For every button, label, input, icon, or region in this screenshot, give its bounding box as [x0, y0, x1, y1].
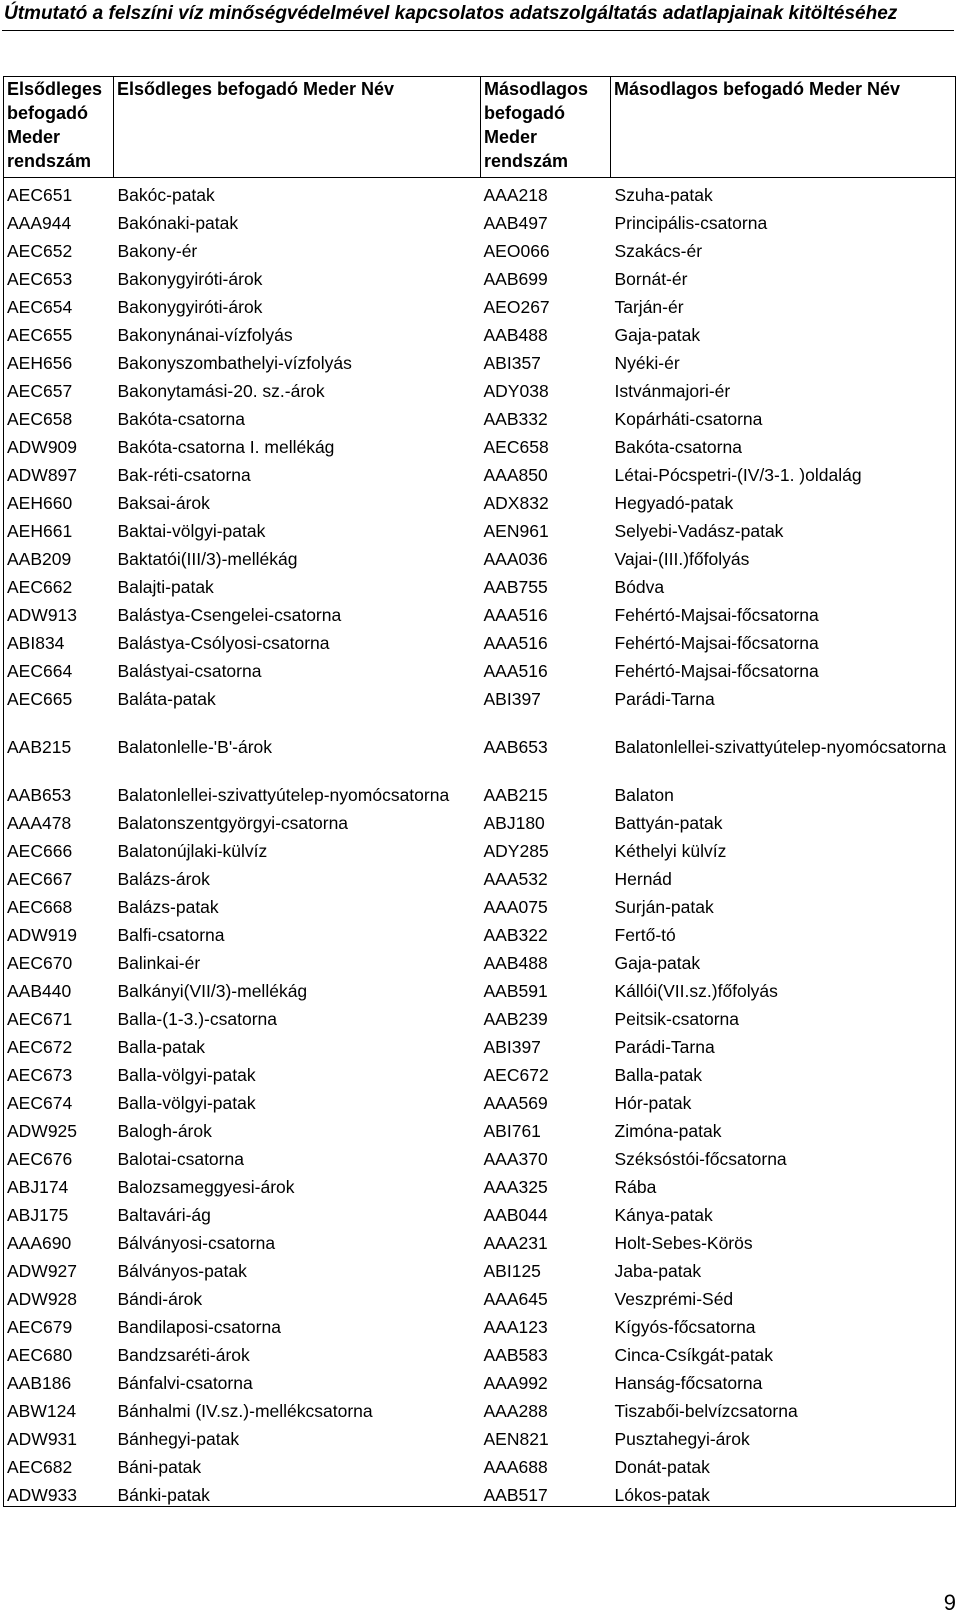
primary-code-cell: ADW931	[7, 1429, 78, 1449]
primary-code-cell: AEC666	[7, 841, 73, 861]
primary-code-cell: ABJ174	[7, 1177, 69, 1197]
secondary-code-cell: AEC658	[483, 437, 549, 457]
primary-name-cell: Balinkai-ér	[117, 953, 201, 973]
secondary-code-cell: AAA288	[483, 1401, 548, 1421]
secondary-code-cell: AEO066	[483, 241, 550, 261]
secondary-code-cell: ADY038	[483, 381, 549, 401]
primary-code-cell: AEC654	[7, 297, 73, 317]
table-row	[4, 234, 956, 262]
secondary-name-cell: Vajai-(III.)főfolyás	[614, 549, 750, 569]
primary-code-cell: AAB215	[7, 737, 72, 757]
primary-name-cell: Balla-(1-3.)-csatorna	[117, 1009, 277, 1029]
table-row	[4, 430, 956, 458]
primary-code-cell: AEC680	[7, 1345, 73, 1365]
secondary-name-cell: Battyán-patak	[614, 813, 723, 833]
secondary-code-cell: ABI397	[483, 1037, 541, 1057]
secondary-name-cell: Hór-patak	[614, 1093, 692, 1113]
primary-name-cell: Bánhalmi (IV.sz.)-mellékcsatorna	[117, 1401, 373, 1421]
secondary-code-cell: AAA325	[483, 1177, 548, 1197]
primary-name-cell: Balfi-csatorna	[117, 925, 225, 945]
primary-name-cell: Bakonytamási-20. sz.-árok	[117, 381, 325, 401]
secondary-code-cell: AAA850	[483, 465, 548, 485]
primary-name-cell: Bakóc-patak	[117, 185, 215, 205]
primary-name-cell: Balla-völgyi-patak	[117, 1093, 256, 1113]
primary-name-cell: Bánki-patak	[117, 1485, 210, 1505]
primary-name-cell: Bándi-árok	[117, 1289, 203, 1309]
secondary-name-cell: Nyéki-ér	[614, 353, 680, 373]
secondary-name-cell: Holt-Sebes-Körös	[614, 1233, 753, 1253]
primary-name-cell: Bakonynánai-vízfolyás	[117, 325, 293, 345]
primary-name-cell: Balástya-Csengelei-csatorna	[117, 605, 342, 625]
table-row	[4, 974, 956, 1002]
table-row	[4, 178, 956, 207]
secondary-name-cell: Szakács-ér	[614, 241, 703, 261]
secondary-name-cell: Hegyadó-patak	[614, 493, 734, 513]
primary-code-cell: ADW928	[7, 1289, 78, 1309]
secondary-name-cell: Kánya-patak	[614, 1205, 713, 1225]
secondary-code-cell: AAB044	[483, 1205, 548, 1225]
primary-code-cell: ADW933	[7, 1485, 78, 1505]
primary-name-cell: Bak-réti-csatorna	[117, 465, 251, 485]
primary-code-cell: ADW919	[7, 925, 78, 945]
table-row	[4, 1282, 956, 1310]
secondary-name-cell: Balaton	[614, 785, 674, 805]
primary-code-cell: ABW124	[7, 1401, 77, 1421]
primary-code-cell: AEH660	[7, 493, 73, 513]
primary-code-cell: AAB209	[7, 549, 72, 569]
header-divider	[2, 30, 954, 31]
primary-name-cell: Balkányi(VII/3)-mellékág	[117, 981, 308, 1001]
secondary-code-cell: AAB583	[483, 1345, 548, 1365]
secondary-name-cell: Szuha-patak	[614, 185, 713, 205]
table-row	[4, 1002, 956, 1030]
secondary-name-cell: Cinca-Csíkgát-patak	[614, 1345, 774, 1365]
secondary-name-cell: Parádi-Tarna	[614, 1037, 715, 1057]
secondary-name-cell: Balatonlellei-szivattyútelep-nyomócsatorna	[614, 737, 947, 757]
secondary-code-cell: AAA645	[483, 1289, 548, 1309]
table-row	[4, 1114, 956, 1142]
secondary-name-cell: Istvánmajori-ér	[614, 381, 731, 401]
secondary-code-cell: AAB755	[483, 577, 548, 597]
table-row	[4, 1058, 956, 1086]
secondary-name-cell: Bódva	[614, 577, 665, 597]
primary-code-cell: AEC653	[7, 269, 73, 289]
secondary-name-cell: Parádi-Tarna	[614, 689, 715, 709]
primary-name-cell: Balástya-Csólyosi-csatorna	[117, 633, 330, 653]
primary-name-cell: Bakóta-csatorna I. mellékág	[117, 437, 335, 457]
secondary-name-cell: Peitsik-csatorna	[614, 1009, 739, 1029]
secondary-name-cell: Fehértó-Majsai-főcsatorna	[614, 605, 819, 625]
primary-code-cell: AEC657	[7, 381, 73, 401]
primary-code-cell: ABJ175	[7, 1205, 69, 1225]
secondary-code-cell: AEN821	[483, 1429, 549, 1449]
column-header-secondary-code: Másodlagos befogadó Meder rendszám	[481, 77, 611, 178]
primary-code-cell: AEC668	[7, 897, 73, 917]
primary-code-cell: AEC673	[7, 1065, 73, 1085]
table-row	[4, 318, 956, 346]
column-header-primary-code: Elsődleges befogadó Meder rendszám	[4, 77, 114, 178]
primary-name-cell: Balajti-patak	[117, 577, 214, 597]
primary-name-cell: Balla-völgyi-patak	[117, 1065, 256, 1085]
primary-name-cell: Bakonygyiróti-árok	[117, 297, 263, 317]
primary-code-cell: AEC682	[7, 1457, 73, 1477]
primary-code-cell: AAA690	[7, 1233, 72, 1253]
secondary-name-cell: Kígyós-főcsatorna	[614, 1317, 756, 1337]
table-row	[4, 1450, 956, 1478]
secondary-name-cell: Kéthelyi külvíz	[614, 841, 727, 861]
secondary-code-cell: AAA532	[483, 869, 548, 889]
secondary-code-cell: ABI761	[483, 1121, 541, 1141]
table-row	[4, 862, 956, 890]
primary-code-cell: ADW897	[7, 465, 78, 485]
secondary-name-cell: Bakóta-csatorna	[614, 437, 742, 457]
table-row	[4, 1366, 956, 1394]
primary-name-cell: Baksai-árok	[117, 493, 210, 513]
primary-name-cell: Balástyai-csatorna	[117, 661, 262, 681]
secondary-name-cell: Gaja-patak	[614, 953, 701, 973]
primary-name-cell: Bálványos-patak	[117, 1261, 247, 1281]
secondary-name-cell: Selyebi-Vadász-patak	[614, 521, 784, 541]
table-row	[4, 806, 956, 834]
table-row	[4, 1422, 956, 1450]
secondary-name-cell: Zimóna-patak	[614, 1121, 722, 1141]
primary-code-cell: AAB440	[7, 981, 72, 1001]
primary-name-cell: Balatonlellei-szivattyútelep-nyomócsatorna	[117, 785, 450, 805]
secondary-name-cell: Hanság-főcsatorna	[614, 1373, 763, 1393]
primary-name-cell: Bakónaki-patak	[117, 213, 239, 233]
table-row	[4, 346, 956, 374]
table-row	[4, 682, 956, 710]
secondary-code-cell: AAA688	[483, 1457, 548, 1477]
primary-name-cell: Balotai-csatorna	[117, 1149, 244, 1169]
secondary-name-cell: Kállói(VII.sz.)főfolyás	[614, 981, 778, 1001]
table-row	[4, 918, 956, 946]
secondary-code-cell: AAA218	[483, 185, 548, 205]
primary-code-cell: AEC664	[7, 661, 73, 681]
table-row	[4, 654, 956, 682]
table-row	[4, 1394, 956, 1422]
primary-code-cell: ADW925	[7, 1121, 78, 1141]
primary-code-cell: AEC670	[7, 953, 73, 973]
primary-name-cell: Balozsameggyesi-árok	[117, 1177, 295, 1197]
secondary-name-cell: Tarján-ér	[614, 297, 684, 317]
primary-name-cell: Bakonyszombathelyi-vízfolyás	[117, 353, 352, 373]
table-row	[4, 1226, 956, 1254]
table-row	[4, 1170, 956, 1198]
primary-code-cell: AEC674	[7, 1093, 73, 1113]
primary-name-cell: Bakony-ér	[117, 241, 198, 261]
table-row	[4, 626, 956, 654]
secondary-code-cell: AAB699	[483, 269, 548, 289]
primary-code-cell: AAB653	[7, 785, 72, 805]
primary-name-cell: Balatonújlaki-külvíz	[117, 841, 268, 861]
secondary-name-cell: Principális-csatorna	[614, 213, 768, 233]
table-body	[4, 178, 956, 1507]
table-row	[4, 1310, 956, 1338]
secondary-name-cell: Hernád	[614, 869, 672, 889]
secondary-name-cell: Kopárháti-csatorna	[614, 409, 763, 429]
table-row	[4, 890, 956, 918]
secondary-code-cell: AAB332	[483, 409, 548, 429]
table-row	[4, 598, 956, 626]
primary-name-cell: Bánhegyi-patak	[117, 1429, 240, 1449]
table-row	[4, 1338, 956, 1366]
column-header-secondary-name: Másodlagos befogadó Meder Név	[611, 77, 956, 178]
secondary-name-cell: Gaja-patak	[614, 325, 701, 345]
secondary-name-cell: Balla-patak	[614, 1065, 703, 1085]
secondary-code-cell: AAA231	[483, 1233, 548, 1253]
column-header-primary-name: Elsődleges befogadó Meder Név	[114, 77, 481, 178]
secondary-name-cell: Rába	[614, 1177, 657, 1197]
secondary-code-cell: AAA123	[483, 1317, 548, 1337]
secondary-code-cell: ABI397	[483, 689, 541, 709]
primary-name-cell: Bandzsaréti-árok	[117, 1345, 250, 1365]
secondary-name-cell: Lókos-patak	[614, 1485, 710, 1505]
table-row	[4, 486, 956, 514]
table-row	[4, 1030, 956, 1058]
secondary-code-cell: AAA516	[483, 633, 548, 653]
primary-code-cell: AEC651	[7, 185, 73, 205]
secondary-code-cell: AAA370	[483, 1149, 548, 1169]
secondary-name-cell: Jaba-patak	[614, 1261, 702, 1281]
primary-name-cell: Báni-patak	[117, 1457, 202, 1477]
table-row	[4, 206, 956, 234]
primary-code-cell: AAA944	[7, 213, 72, 233]
primary-code-cell: AEC662	[7, 577, 73, 597]
table-row	[4, 758, 956, 806]
secondary-code-cell: AEN961	[483, 521, 549, 541]
primary-name-cell: Bakóta-csatorna	[117, 409, 245, 429]
table-row	[4, 570, 956, 598]
primary-name-cell: Balla-patak	[117, 1037, 206, 1057]
table-row	[4, 262, 956, 290]
secondary-code-cell: AAB653	[483, 737, 548, 757]
primary-code-cell: AAA478	[7, 813, 72, 833]
primary-name-cell: Baltavári-ág	[117, 1205, 211, 1225]
primary-code-cell: AEC655	[7, 325, 73, 345]
secondary-name-cell: Fertő-tó	[614, 925, 676, 945]
secondary-name-cell: Létai-Pócspetri-(IV/3-1. )oldalág	[614, 465, 862, 485]
primary-code-cell: AEC667	[7, 869, 73, 889]
secondary-name-cell: Surján-patak	[614, 897, 714, 917]
primary-code-cell: AEH661	[7, 521, 73, 541]
secondary-code-cell: AAA516	[483, 661, 548, 681]
table-row	[4, 542, 956, 570]
secondary-code-cell: AAA036	[483, 549, 548, 569]
table-header-row	[4, 77, 956, 178]
secondary-code-cell: AAB488	[483, 325, 548, 345]
secondary-code-cell: AAB488	[483, 953, 548, 973]
table-row	[4, 1086, 956, 1114]
secondary-code-cell: ABI357	[483, 353, 541, 373]
secondary-code-cell: AAB517	[483, 1485, 548, 1505]
primary-name-cell: Bánfalvi-csatorna	[117, 1373, 253, 1393]
primary-name-cell: Baláta-patak	[117, 689, 216, 709]
primary-name-cell: Balogh-árok	[117, 1121, 212, 1141]
secondary-name-cell: Pusztahegyi-árok	[614, 1429, 750, 1449]
table-row	[4, 946, 956, 974]
secondary-code-cell: ABJ180	[483, 813, 545, 833]
table-row	[4, 710, 956, 758]
secondary-code-cell: AAA516	[483, 605, 548, 625]
primary-code-cell: ADW909	[7, 437, 78, 457]
primary-code-cell: AEH656	[7, 353, 73, 373]
table-row	[4, 458, 956, 486]
table-row	[4, 1198, 956, 1226]
primary-code-cell: AEC672	[7, 1037, 73, 1057]
primary-name-cell: Bakonygyiróti-árok	[117, 269, 263, 289]
table-row	[4, 374, 956, 402]
primary-code-cell: AEC679	[7, 1317, 73, 1337]
secondary-code-cell: AEC672	[483, 1065, 549, 1085]
secondary-code-cell: AEO267	[483, 297, 550, 317]
secondary-name-cell: Tiszabői-belvízcsatorna	[614, 1401, 798, 1421]
primary-name-cell: Balázs-árok	[117, 869, 210, 889]
table-row	[4, 834, 956, 862]
secondary-code-cell: AAB497	[483, 213, 548, 233]
primary-name-cell: Bálványosi-csatorna	[117, 1233, 276, 1253]
table-row	[4, 514, 956, 542]
table-row	[4, 402, 956, 430]
secondary-code-cell: AAA992	[483, 1373, 548, 1393]
secondary-code-cell: AAB322	[483, 925, 548, 945]
secondary-name-cell: Bornát-ér	[614, 269, 688, 289]
primary-name-cell: Baktatói(III/3)-mellékág	[117, 549, 298, 569]
secondary-code-cell: AAA075	[483, 897, 548, 917]
primary-name-cell: Balázs-patak	[117, 897, 219, 917]
secondary-code-cell: AAB239	[483, 1009, 548, 1029]
primary-code-cell: AEC676	[7, 1149, 73, 1169]
primary-code-cell: AEC658	[7, 409, 73, 429]
secondary-name-cell: Fehértó-Majsai-főcsatorna	[614, 661, 819, 681]
secondary-code-cell: ABI125	[483, 1261, 541, 1281]
watercourse-table	[3, 76, 956, 1507]
table-row	[4, 1254, 956, 1282]
table-row	[4, 290, 956, 318]
page-header-title: Útmutató a felszíni víz minőségvédelmével kapcsolatos adatszolgáltatás adatlapjainak kitöltéséhez	[4, 3, 898, 24]
table-row	[4, 1478, 956, 1507]
primary-code-cell: ADW913	[7, 605, 78, 625]
primary-name-cell: Baktai-völgyi-patak	[117, 521, 266, 541]
primary-code-cell: AEC671	[7, 1009, 73, 1029]
primary-code-cell: AAB186	[7, 1373, 72, 1393]
secondary-name-cell: Donát-patak	[614, 1457, 710, 1477]
primary-code-cell: AEC665	[7, 689, 73, 709]
secondary-code-cell: AAA569	[483, 1093, 548, 1113]
primary-code-cell: ADW927	[7, 1261, 78, 1281]
primary-name-cell: Balatonlelle-'B'-árok	[117, 737, 273, 757]
secondary-name-cell: Veszprémi-Séd	[614, 1289, 734, 1309]
secondary-code-cell: AAB215	[483, 785, 548, 805]
secondary-name-cell: Széksóstói-főcsatorna	[614, 1149, 787, 1169]
secondary-code-cell: ADX832	[483, 493, 549, 513]
primary-name-cell: Bandilaposi-csatorna	[117, 1317, 281, 1337]
page-number: 9	[943, 1590, 956, 1615]
secondary-code-cell: ADY285	[483, 841, 549, 861]
primary-name-cell: Balatonszentgyörgyi-csatorna	[117, 813, 349, 833]
secondary-name-cell: Fehértó-Majsai-főcsatorna	[614, 633, 819, 653]
table-row	[4, 1142, 956, 1170]
secondary-code-cell: AAB591	[483, 981, 548, 1001]
primary-code-cell: AEC652	[7, 241, 73, 261]
primary-code-cell: ABI834	[7, 633, 65, 653]
